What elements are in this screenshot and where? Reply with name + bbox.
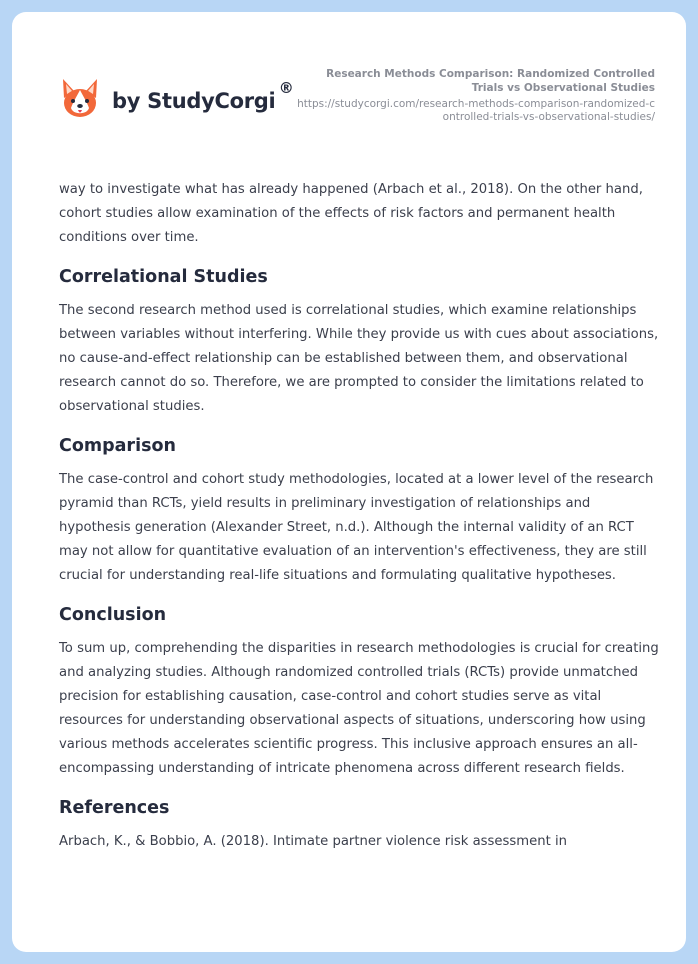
intro-paragraph: way to investigate what has already happened (Arbach et al., 2018). On the other hand, cohort studies allow examination of the effects of risk factors and permanent health conditions over time.: [59, 182, 643, 245]
heading-comparison: Comparison: [59, 436, 176, 456]
brand-name: [112, 79, 294, 113]
document-title: Research Methods Comparison: Randomized Controlled Trials vs Observational Studies: [326, 68, 655, 94]
document-meta: [295, 67, 655, 124]
registered-mark: ®: [278, 79, 294, 97]
corgi-icon: [60, 76, 100, 120]
document-url-link[interactable]: https://studycorgi.com/research-methods-comparison-randomized-controlled-trials-vs-observational-studies/: [297, 98, 655, 123]
paragraph-comparison: The case-control and cohort study methodologies, located at a lower level of the research pyramid than RCTs, yield results in preliminary investigation of relationships and hypothesis generation (Alexander Street, n.d.). Although the internal validity of an RCT may not allow for quantitative evaluation of an intervention's effectiveness, they are still crucial for understanding real-life situations and formulating qualitative hypotheses.: [59, 472, 654, 583]
heading-conclusion: Conclusion: [59, 605, 167, 625]
studycorgi-logo[interactable]: [60, 76, 294, 120]
paragraph-conclusion: To sum up, comprehending the disparities in research methodologies is crucial for creating and analyzing studies. Although randomized controlled trials (RCTs) provide unmatched precision for establishing causation, case-control and cohort studies serve as vital resources for understanding observational aspects of situations, underscoring how using various methods accelerates scientific progress. This inclusive approach ensures an all-encompassing understanding of intricate phenomena across different research fields.: [59, 641, 659, 776]
reference-entry: Arbach, K., & Bobbio, A. (2018). Intimate partner violence risk assessment in: [59, 834, 567, 849]
document-page: [12, 12, 686, 952]
brand-text: by StudyCorgi: [112, 89, 276, 113]
heading-correlational-studies: Correlational Studies: [59, 267, 268, 287]
paragraph-correlational-studies: The second research method used is correlational studies, which examine relationships between variables without interfering. While they provide us with cues about associations, no cause-and-effect relationship can be established between them, and observational research cannot do so. Therefore, we are prompted to consider the limitations related to observational studies.: [59, 303, 659, 414]
page-header: [12, 12, 686, 162]
heading-references: References: [59, 798, 170, 818]
document-body: [59, 178, 659, 869]
